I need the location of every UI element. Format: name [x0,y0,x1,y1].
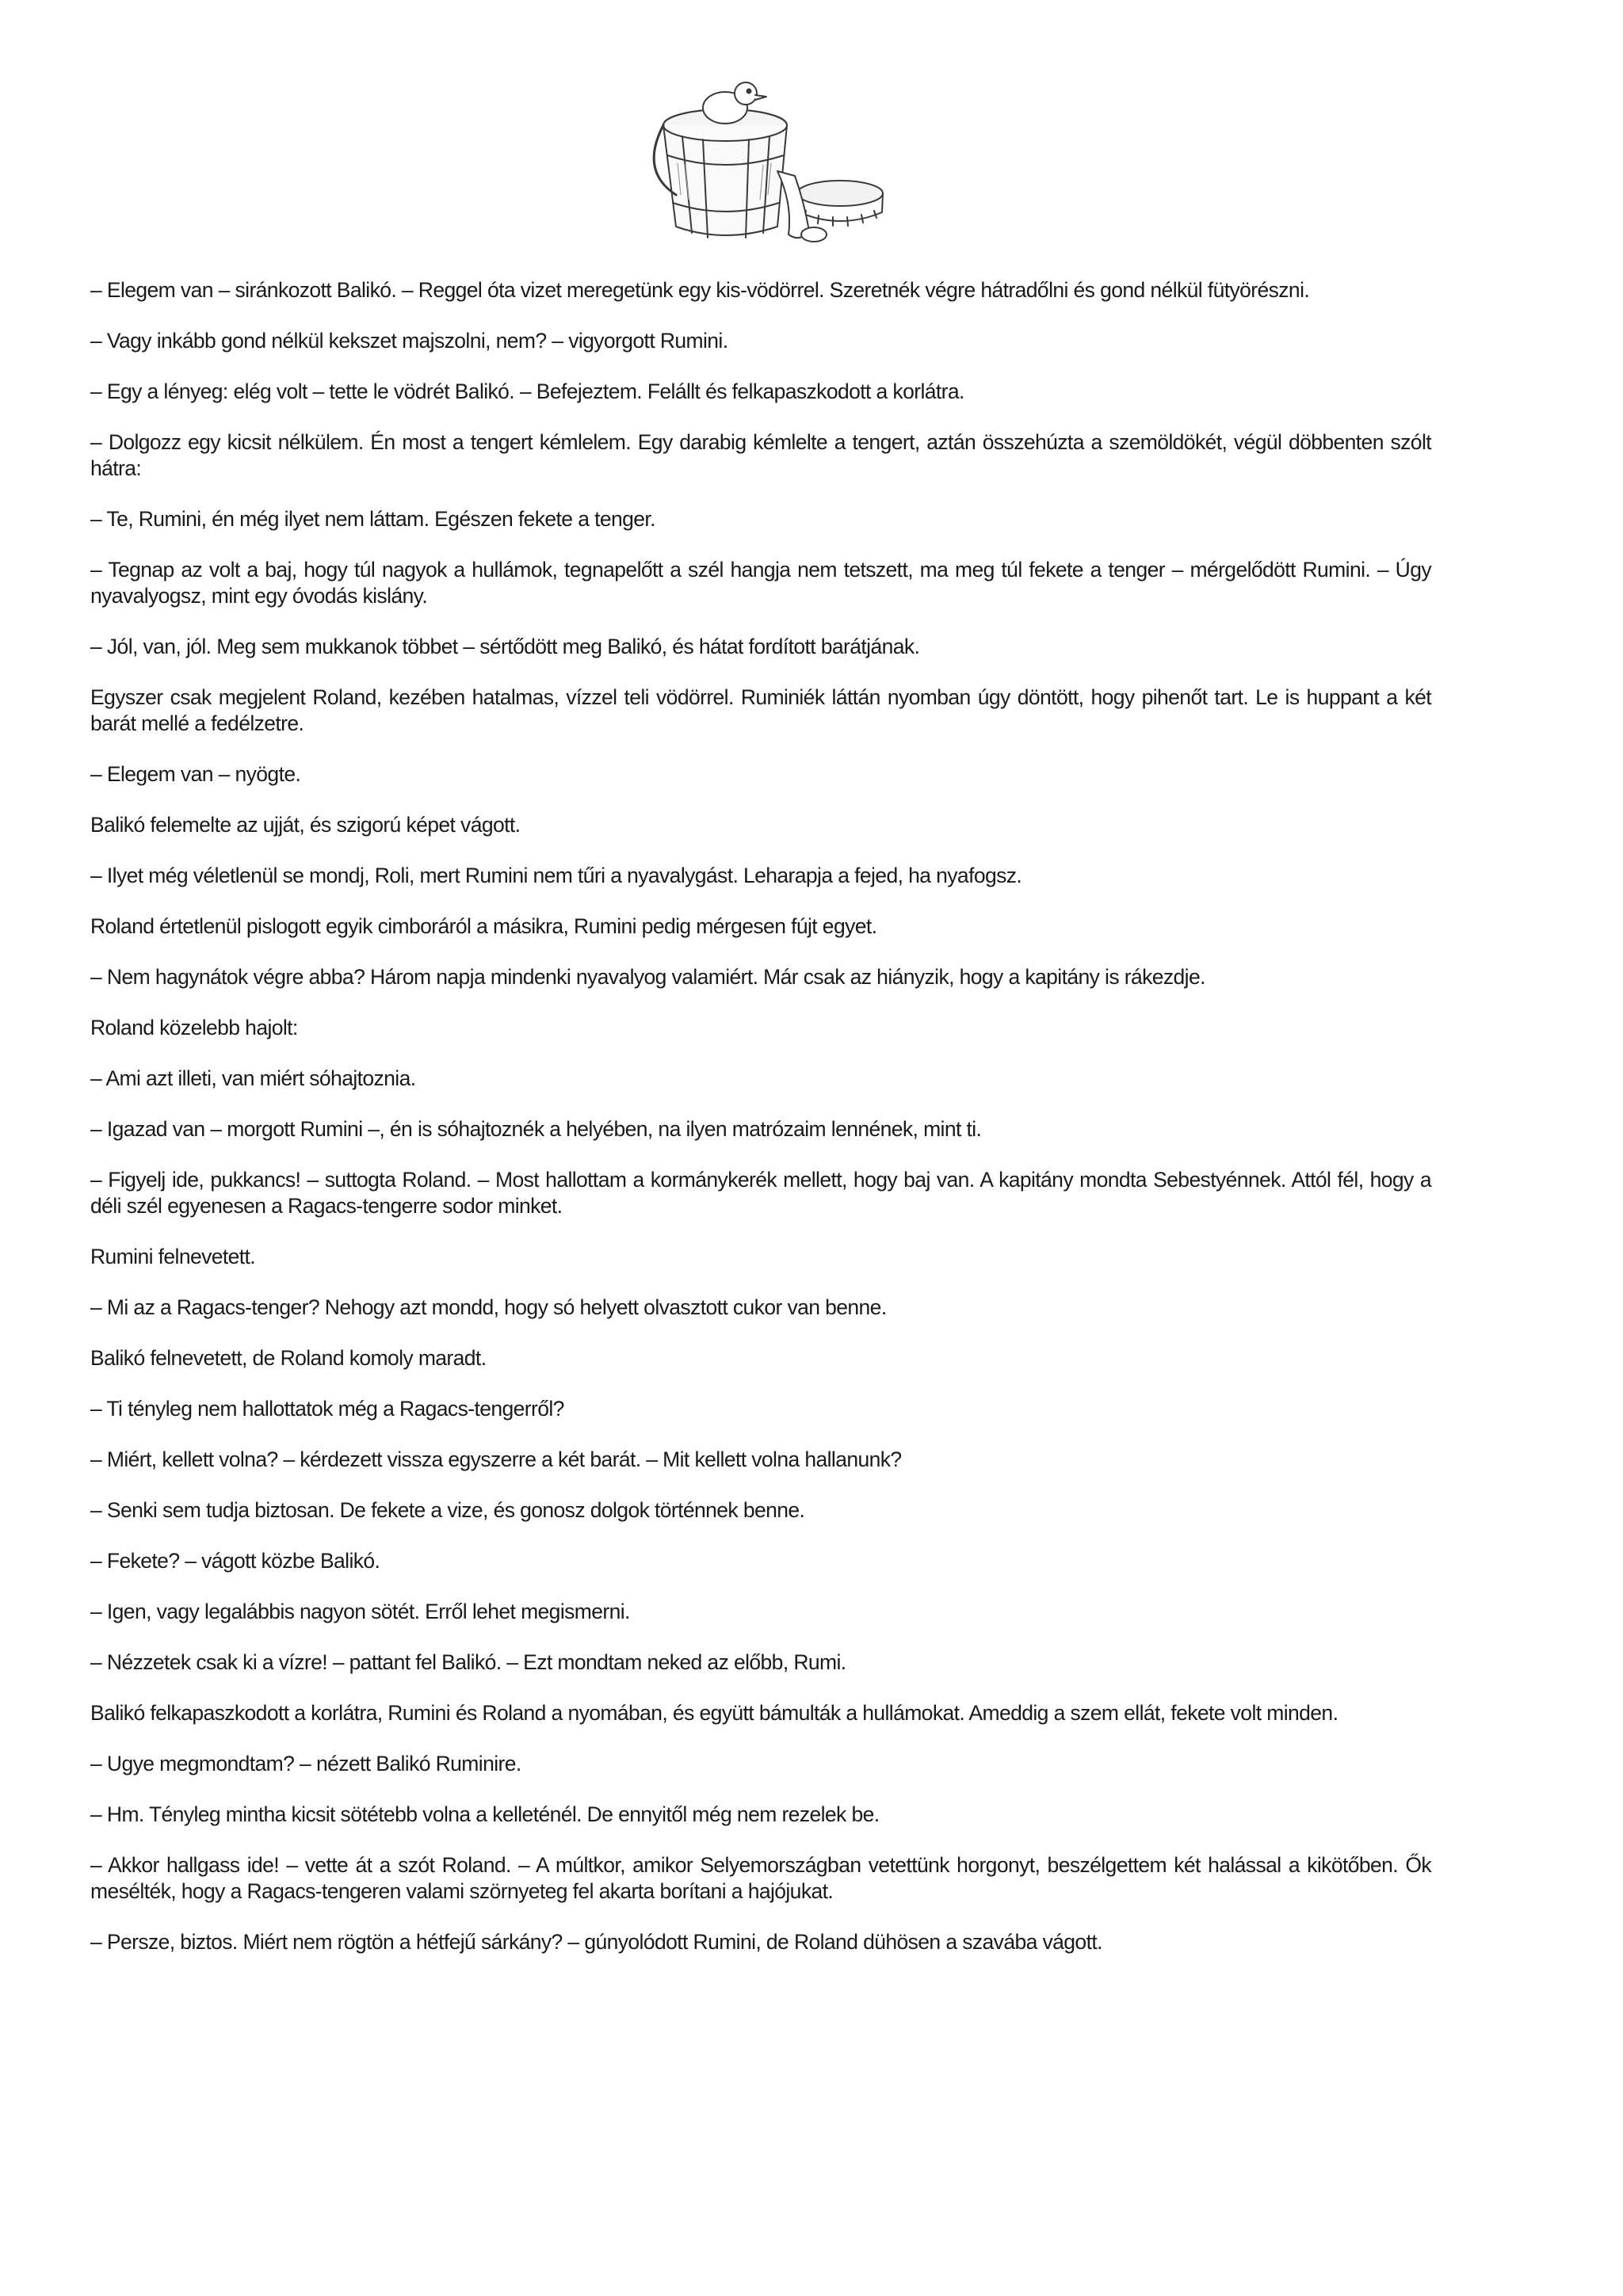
paragraph: – Figyelj ide, pukkancs! – suttogta Roland. – Most hallottam a kormánykerék mellett, hogy baj van. A kapitány mondta Sebestyénnek. Attól fél, hogy a déli szél egyenesen a Ragacs-tengerre sodor minket. [90,1168,1431,1218]
paragraph: – Akkor hallgass ide! – vette át a szót Roland. – A múltkor, amikor Selyemországban vetettünk horgonyt, beszélgettem két halással a kikötőben. Ők mesélték, hogy a Ragacs-tengeren valami szörnyeteg fel akarta borítani a hajójukat. [90,1853,1431,1903]
paragraph: – Ti tényleg nem hallottatok még a Ragacs-tengerről? [90,1397,564,1421]
paragraph: – Mi az a Ragacs-tenger? Nehogy azt mondd, hogy só helyett olvasztott cukor van benne. [90,1295,887,1319]
paragraph: Balikó felkapaszkodott a korlátra, Rumini és Roland a nyomában, és együtt bámulták a hullámokat. Ameddig a szem ellát, fekete volt minden. [90,1701,1338,1725]
paragraph: Egyszer csak megjelent Roland, kezében hatalmas, vízzel teli vödörrel. Ruminiék láttán nyomban úgy döntött, hogy pihenőt tart. Le is huppant a két barát mellé a fedélzetre. [90,685,1431,735]
paragraph: – Elegem van – siránkozott Balikó. – Reggel óta vizet meregetünk egy kis-vödörrel. Szeretnék végre hátradőlni és gond nélkül fütyörészni. [90,278,1310,302]
paragraph: Roland értetlenül pislogott egyik cimboráról a másikra, Rumini pedig mérgesen fújt egyet. [90,914,877,938]
paragraph: – Miért, kellett volna? – kérdezett vissza egyszerre a két barát. – Mit kellett volna hallanunk? [90,1447,902,1471]
paragraph: – Te, Rumini, én még ilyet nem láttam. Egészen fekete a tenger. [90,507,655,531]
paragraph: – Igazad van – morgott Rumini –, én is sóhajtoznék a helyében, na ilyen matrózaim lennének, mint ti. [90,1117,982,1141]
paragraph: – Nézzetek csak ki a vízre! – pattant fel Balikó. – Ezt mondtam neked az előbb, Rumi. [90,1650,846,1674]
paragraph: – Persze, biztos. Miért nem rögtön a hétfejű sárkány? – gúnyolódott Rumini, de Roland dühösen a szavába vágott. [90,1930,1102,1954]
paragraph: Balikó felnevetett, de Roland komoly maradt. [90,1346,487,1370]
paragraph: Roland közelebb hajolt: [90,1016,298,1039]
paragraph: – Elegem van – nyögte. [90,762,301,786]
bucket-illustration-icon [630,76,892,252]
paragraph: – Ugye megmondtam? – nézett Balikó Ruminire. [90,1752,521,1775]
paragraph: – Tegnap az volt a baj, hogy túl nagyok a hullámok, tegnapelőtt a szél hangja nem tetszett, ma meg túl fekete a tenger – mérgelődött Rumini. – Úgy nyavalyogsz, mint egy óvodás kislány. [90,558,1431,608]
paragraph: – Vagy inkább gond nélkül kekszet majszolni, nem? – vigyorgott Rumini. [90,329,728,353]
paragraph: – Ami azt illeti, van miért sóhajtoznia. [90,1066,416,1090]
story-text [90,277,1431,1980]
paragraph: – Senki sem tudja biztosan. De fekete a vize, és gonosz dolgok történnek benne. [90,1498,805,1522]
paragraph: – Jól, van, jól. Meg sem mukkanok többet – sértődött meg Balikó, és hátat fordított barátjának. [90,635,920,658]
paragraph: – Dolgozz egy kicsit nélkülem. Én most a tengert kémlelem. Egy darabig kémlelte a tengert, aztán összehúzta a szemöldökét, végül döbbenten szólt hátra: [90,430,1431,480]
paragraph: – Egy a lényeg: elég volt – tette le vödrét Balikó. – Befejeztem. Felállt és felkapaszkodott a korlátra. [90,379,964,403]
paragraph: – Nem hagynátok végre abba? Három napja mindenki nyavalyog valamiért. Már csak az hiányzik, hogy a kapitány is rákezdje. [90,965,1205,989]
paragraph: Rumini felnevetett. [90,1245,256,1268]
paragraph: – Ilyet még véletlenül se mondj, Roli, mert Rumini nem tűri a nyavalygást. Leharapja a fejed, ha nyafogsz. [90,864,1022,887]
paragraph: – Fekete? – vágott közbe Balikó. [90,1549,380,1573]
paragraph: Balikó felemelte az ujját, és szigorú képet vágott. [90,813,521,837]
paragraph: – Igen, vagy legalábbis nagyon sötét. Erről lehet megismerni. [90,1600,630,1623]
paragraph: – Hm. Tényleg mintha kicsit sötétebb volna a kelleténél. De ennyitől még nem rezelek be. [90,1802,880,1826]
